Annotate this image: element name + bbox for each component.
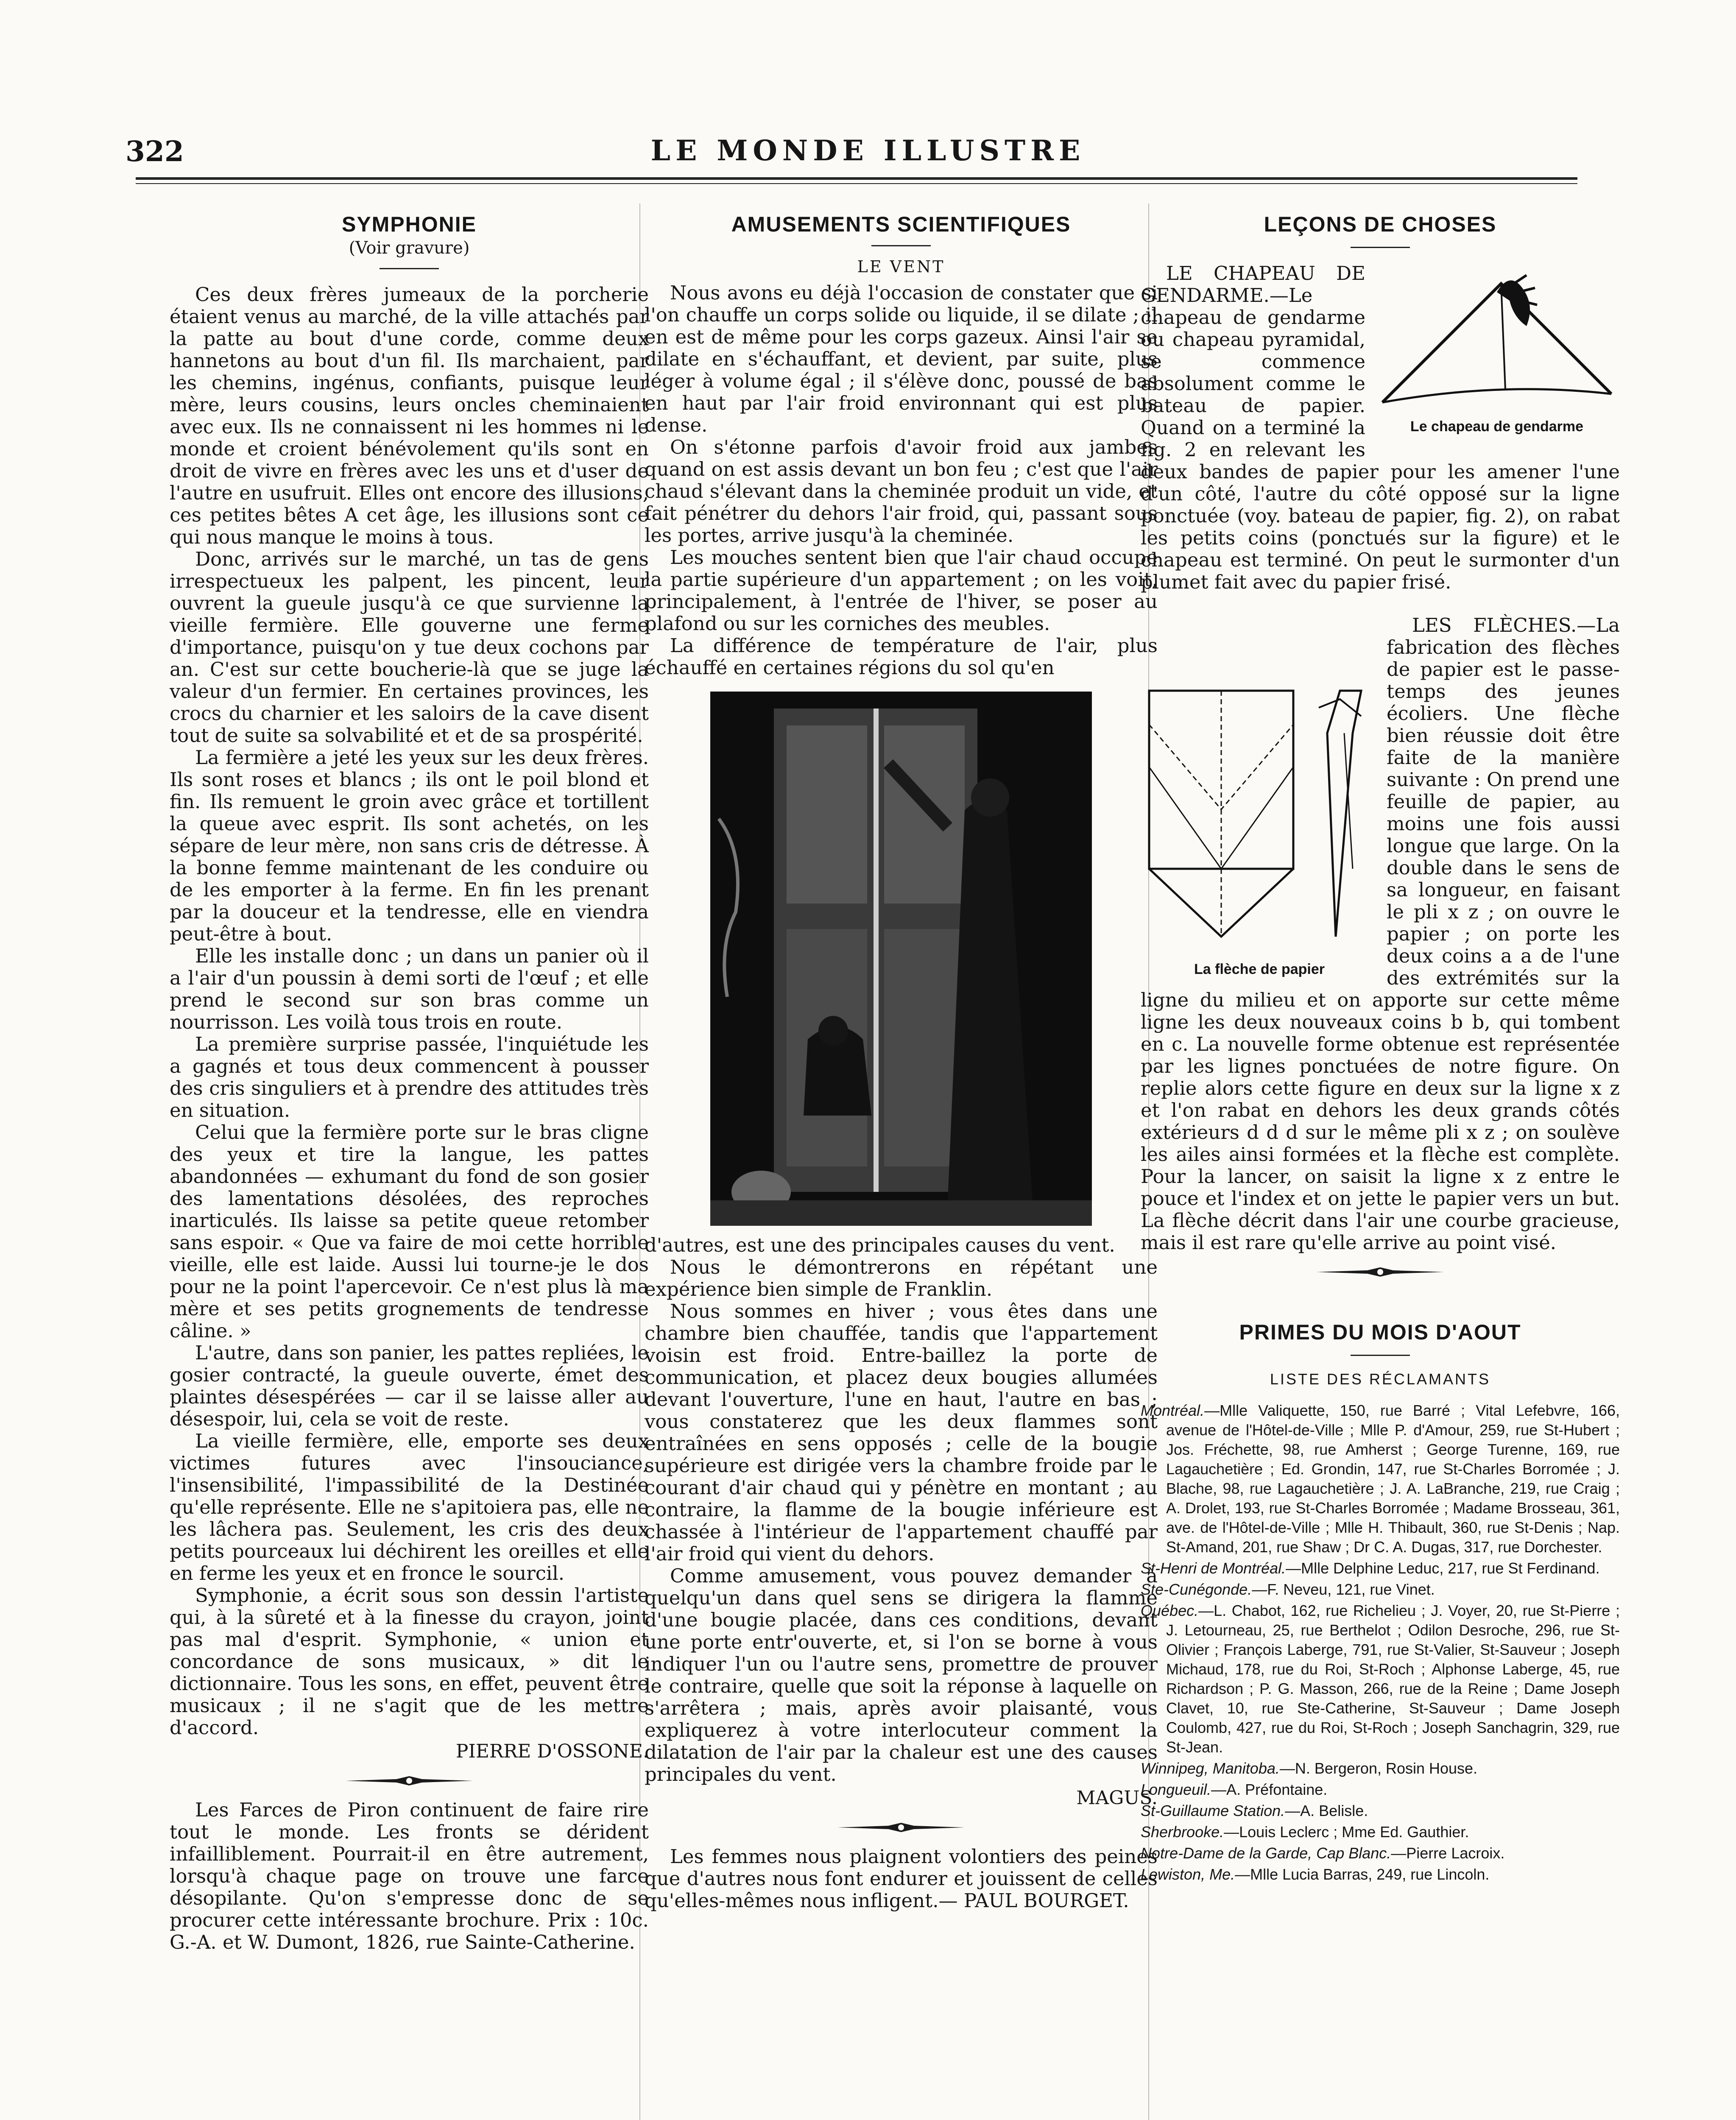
fleches-body: —La fabrication des flèches de papier est le passe-temps des jeunes écoliers. Une flèche bien réussie doit être faite de la manière suivante : On prend une feuille de papier, au moins une fois aussi longue que large. On la double dans le sens de sa longueur, en faisant le pli x z ; on ouvre le papier ; on porte les deux coins a a de l'une des extrémités sur la ligne du milieu et on apporte sur cette même ligne les deux nouveaux coins b b, qui tombent en c. La nouvelle forme obtenue est représentée par les lignes ponctuées de notre figure. On replie alors cette figure en deux sur la ligne x z et l'on rabat en dehors les deux grands côtés extérieurs d d d sur le même pli x z ; on soulève les ailes ainsi formées et la flèche est complète. Pour la lancer, on saisit la ligne x z entre le pouce et l'index et on jette le papier vers un but. La flèche décrit dans l'air une courbe gracieuse, mais il est rare qu'elle arrive au point visé. <box>1141 614 1620 1254</box>
primes-subtitle: LISTE DES RÉCLAMANTS <box>1270 1370 1491 1388</box>
ornament-divider <box>346 1774 473 1787</box>
paragraph: Elle les installe donc ; un dans un panier où il a l'air d'un poussin à demi sorti de l'œuf ; et elle prend le second sur son bras comme un nourrisson. Les voilà tous trois en route. <box>170 945 649 1033</box>
gendarme-hat-diagram <box>1374 267 1620 411</box>
header-rule-thin <box>136 183 1577 184</box>
list-item <box>1141 1865 1620 1884</box>
symphonie-subtitle: (Voir gravure) <box>349 238 470 258</box>
list-item <box>1141 1780 1620 1799</box>
amusements-article-bottom <box>645 1234 1158 1809</box>
paragraph: On s'étonne parfois d'avoir froid aux jambes quand on est assis devant un bon feu ; c'est que l'air chaud s'élevant dans la cheminée produit un vide, et fait pénétrer du dehors l'air froid, qui, passant sous les portes, arrive jusqu'à la cheminée. <box>645 436 1158 547</box>
primes-list <box>1141 1401 1620 1884</box>
claimant-names: —F. Neveu, 121, rue Vinet. <box>1252 1581 1435 1598</box>
signature: PIERRE D'OSSONE. <box>455 1741 649 1762</box>
city-name: St-Henri de Montréal. <box>1141 1559 1286 1577</box>
list-item <box>1141 1844 1620 1863</box>
list-item <box>1141 1601 1620 1757</box>
claimant-names: —Mlle Lucia Barras, 249, rue Lincoln. <box>1235 1866 1490 1883</box>
chapeau-figure <box>1374 267 1620 438</box>
ornament-divider <box>837 1821 965 1834</box>
paragraph: La fermière a jeté les yeux sur les deux frères. Ils sont roses et blancs ; ils ont le poil blond et fin. Ils remuent le groin avec grâce et tortillent la queue avec esprit. Ils sont achetés, on les sépare de leur mère, non sans cris de détresse. À la bonne femme maintenant de les conduire ou de les emporter à la ferme. En fin les prenant par la douceur et la tendresse, elle en viendra peut-être à bout. <box>170 746 649 945</box>
list-item <box>1141 1559 1620 1578</box>
paragraph: Nous le démontrerons en répétant une expérience bien simple de Franklin. <box>645 1256 1158 1300</box>
chapeau-article <box>1141 262 1620 593</box>
city-name: Notre-Dame de la Garde, Cap Blanc. <box>1141 1844 1391 1862</box>
fleches-lead: LES FLÈCHES. <box>1412 614 1577 636</box>
title-rule <box>1351 1355 1410 1356</box>
paragraph: Nous sommes en hiver ; vous êtes dans une chambre bien chauffée, tandis que l'appartement voisin est froid. Entre-baillez la porte de communication, et placez deux bougies allumées devant l'ouverture, l'une en haut, l'autre en bas ; vous constaterez que les deux flammes sont entraînées en sens opposés ; celle de la bougie supérieure est dirigée vers la chambre froide par le courant d'air chaud qui y pénètre en montant ; au contraire, la flamme de la bougie inférieure est chassée à l'intérieur de l'appartement chauffé par l'air froid qui vient du dehors. <box>645 1300 1158 1565</box>
paragraph: Celui que la fermière porte sur le bras cligne des yeux et tire la langue, les pattes abandonnées — exhumant du fond de son gosier des lamentations désolées, des reproches inarticulés. Ils laisse sa petite queue retomber sans espoir. « Que va faire de moi cette horrible vieille, elle est laide. Aussi lui tourne-je le dos pour ne la point l'apercevoir. Ce n'est plus là ma mère et ses petits grognements de tendresse câline. » <box>170 1121 649 1342</box>
paragraph: Symphonie, a écrit sous son dessin l'artiste qui, à la sûreté et à la finesse du crayon, joint pas mal d'esprit. Symphonie, « union et concordance de sons musicaux, » dit le dictionnaire. Tous les sons, en effet, peuvent être musicaux ; il ne s'agit que de les mettre d'accord. <box>170 1584 649 1739</box>
claimant-names: —A. Belisle. <box>1285 1802 1368 1819</box>
list-item <box>1141 1580 1620 1599</box>
spacer <box>1141 593 1620 614</box>
engraving-illustration <box>710 692 1092 1226</box>
page-number: 322 <box>126 135 184 168</box>
ornament-divider <box>1317 1266 1444 1278</box>
list-item <box>1141 1801 1620 1821</box>
claimant-names: —Louis Leclerc ; Mme Ed. Gauthier. <box>1224 1823 1469 1841</box>
list-item <box>1141 1822 1620 1842</box>
paper-arrow-diagram <box>1141 682 1378 954</box>
lecons-title: LEÇONS DE CHOSES <box>1264 212 1497 236</box>
city-name: Québec. <box>1141 1602 1199 1619</box>
claimant-names: —L. Chabot, 162, rue Richelieu ; J. Voyer, 20, rue St-Pierre ; J. Letourneau, 25, rue Berthelot ; Odilon Desroche, 296, rue St-Olivier ; François Laberge, 791, rue St-Valier, St-Sauveur ; Joseph Michaud, 178, rue du Roi, St-Roch ; Alphonse Laberge, 45, rue Richardson ; P. G. Masson, 266, rue de la Reine ; Dame Joseph Clavet, 10, rue Ste-Catherine, St-Sauveur ; Dame Joseph Coulomb, 427, rue du Roi, St-Roch ; Joseph Sanchagrin, 329, rue St-Jean. <box>1166 1602 1620 1756</box>
farces-notice <box>170 1799 649 1953</box>
amusements-title: AMUSEMENTS SCIENTIFIQUES <box>731 212 1071 236</box>
paragraph: La vieille fermière, elle, emporte ses deux victimes futures avec l'insouciance, l'insensibilité, l'impassibilité de la Destinée qu'elle représente. Elle ne s'apitoiera pas, elle ne les lâchera pas. Seulement, les cris des deux petits pourceaux lui déchirent les oreilles et elle en ferme les yeux et en fronce le sourcil. <box>170 1430 649 1584</box>
title-rule <box>1351 247 1410 248</box>
door-engraving <box>710 692 1092 1226</box>
city-name: Sherbrooke. <box>1141 1823 1224 1841</box>
paragraph: Les Farces de Piron continuent de faire rire tout le monde. Les fronts se dérident infailliblement. Pourrait-il en être autrement, lorsqu'à chaque page on trouve une farce désopilante. Qu'on s'empresse donc de se procurer cette intéressante brochure. Prix : 10c. G.-A. et W. Dumont, 1826, rue Sainte-Catherine. <box>170 1799 649 1953</box>
city-name: Ste-Cunégonde. <box>1141 1581 1252 1598</box>
quote-author: PAUL BOURGET. <box>963 1889 1129 1912</box>
chapeau-lead: LE CHAPEAU DE GENDARME. <box>1141 262 1365 307</box>
quote-text <box>645 1846 1158 1912</box>
paragraph: L'autre, dans son panier, les pattes repliées, le gosier contracté, la gueule ouverte, émet des plaintes désespérées — car il se laisse aller au désespoir, lui, cela se voit de reste. <box>170 1342 649 1430</box>
fleche-figure <box>1141 682 1378 980</box>
paragraph: d'autres, est une des principales causes du vent. <box>645 1234 1115 1256</box>
paragraph: Les mouches sentent bien que l'air chaud occupe la partie supérieure d'un appartement ; on les voit, principalement, à l'entrée de l'hiver, se poser au plafond ou sur les corniches des meubles. <box>645 546 1158 635</box>
amusements-article-top <box>645 282 1158 679</box>
list-item <box>1141 1401 1620 1557</box>
masthead: LE MONDE ILLUSTRE <box>650 134 1086 167</box>
column-amusements <box>645 212 1158 1912</box>
city-name: St-Guillaume Station. <box>1141 1802 1285 1819</box>
claimant-names: —Mlle Delphine Leduc, 217, rue St Ferdinand. <box>1286 1559 1600 1577</box>
claimant-names: —N. Bergeron, Rosin House. <box>1279 1760 1478 1777</box>
list-item <box>1141 1759 1620 1778</box>
claimant-names: —Mlle Valiquette, 150, rue Barré ; Vital Lefebvre, 166, avenue de l'Hôtel-de-Ville ; Mlle P. d'Amour, 259, rue St-Hubert ; Jos. Fréchette, 98, rue Amherst ; George Turenne, 169, rue Lagauchetière ; Ed. Grondin, 147, rue St-Charles Borromée ; J. Blache, 98, rue Lagauchetière ; J. A. LaBranche, 219, rue Craig ; A. Drolet, 193, rue St-Charles Borromée ; Madame Brosseau, 361, ave. de l'Hôtel-de-Ville ; Mlle H. Thibault, 360, rue St-Denis ; Nap. St-Amand, 201, rue Shaw ; Dr C. A. Dugas, 317, rue Dorchester. <box>1166 1402 1620 1556</box>
quote-body: Les femmes nous plaignent volontiers des peines que d'autres nous font endurer et jouissent de celles qu'elles-mêmes nous infligent.— <box>645 1845 1158 1912</box>
column-symphonie <box>170 212 649 1953</box>
symphonie-article <box>170 284 649 1763</box>
symphonie-title: SYMPHONIE <box>341 212 477 236</box>
paragraph: Comme amusement, vous pouvez demander à quelqu'un dans quel sens se dirigera la flamme d'une bougie placée, dans ces conditions, devant une porte entr'ouverte, et, si l'on se borne à vous indiquer l'un ou l'autre sens, promettre de prouver le contraire, quelle que soit la réponse à laquelle on s'arrêtera ; mais, après avoir plaisanté, vous expliquerez à votre interlocuteur comment la dilatation de l'air par la chaleur est une des causes principales du vent. <box>645 1565 1158 1785</box>
amusements-subtitle: LE VENT <box>857 257 945 276</box>
city-name: Montréal. <box>1141 1402 1205 1419</box>
primes-title: PRIMES DU MOIS D'AOUT <box>1239 1320 1521 1344</box>
title-rule <box>380 268 439 269</box>
title-rule <box>871 245 931 246</box>
column-lecons <box>1141 212 1620 1886</box>
paragraph: Nous avons eu déjà l'occasion de constater que si l'on chauffe un corps solide ou liquide, il se dilate ; il en est de même pour les corps gazeux. Ainsi l'air se dilate en s'échauffant, et devient, par suite, plus léger à volume égal ; il s'élève donc, poussé de bas en haut par l'air froid environnant qui est plus dense. <box>645 282 1158 436</box>
fleche-caption: La flèche de papier <box>1194 961 1325 977</box>
paragraph: La première surprise passée, l'inquiétude les a gagnés et tous deux commencent à pousser des cris singuliers et à prendre des attitudes très en situation. <box>170 1033 649 1121</box>
claimant-names: —Pierre Lacroix. <box>1391 1844 1505 1862</box>
city-name: Winnipeg, Manitoba. <box>1141 1760 1280 1777</box>
header-rule-thick <box>136 177 1577 180</box>
fleches-article <box>1141 614 1620 1254</box>
bourget-quote <box>645 1846 1158 1912</box>
city-name: Lewiston, Me. <box>1141 1866 1235 1883</box>
chapeau-body: —Le chapeau de gendarme ou chapeau pyramidal, se commence absolument comme le bateau de papier. Quand on a terminé la fig. 2 en relevant les deux bandes de papier pour les amener l'une d'un côté, l'autre du côté opposé sur la ligne ponctuée (voy. bateau de papier, fig. 2), on rabat les petits coins (ponctués sur la figure) et le chapeau est terminé. On peut le surmonter d'un plumet fait avec du papier frisé. <box>1141 284 1620 593</box>
signature: MAGUS. <box>1076 1787 1158 1809</box>
paragraph: Ces deux frères jumeaux de la porcherie étaient venus au marché, de la ville attachés par la patte au bout d'une corde, comme deux hannetons au bout d'un fil. Ils marchaient, par les chemins, ingénus, confiants, puisque leur mère, leurs cousins, leurs oncles cheminaient avec eux. Ils ne connaissent ni les hommes ni le monde et croient bénévolement qu'ils sont en droit de vivre en frères avec les uns et d'user de l'autre en usufruit. Elles ont encore des illusions, ces petites bêtes A cet âge, les illusions sont ce qui nous manque le moins à tous. <box>170 283 649 548</box>
paragraph: Donc, arrivés sur le marché, un tas de gens irrespectueux les palpent, les pincent, leur ouvrent la gueule jusqu'à ce que survienne la vieille fermière. Elle gouverne une ferme d'importance, puisqu'on y tue deux cochons par an. C'est sur cette boucherie-là que se juge la valeur d'un fermier. En certaines provinces, les crocs du charnier et les saloirs de la cave disent tout de suite sa solvabilité et et de sa prospérité. <box>170 548 649 747</box>
chapeau-caption: Le chapeau de gendarme <box>1410 418 1584 435</box>
claimant-names: —A. Préfontaine. <box>1211 1781 1328 1798</box>
paragraph: La différence de température de l'air, plus échauffé en certaines régions du sol qu'en <box>645 634 1158 679</box>
city-name: Longueuil. <box>1141 1781 1211 1798</box>
